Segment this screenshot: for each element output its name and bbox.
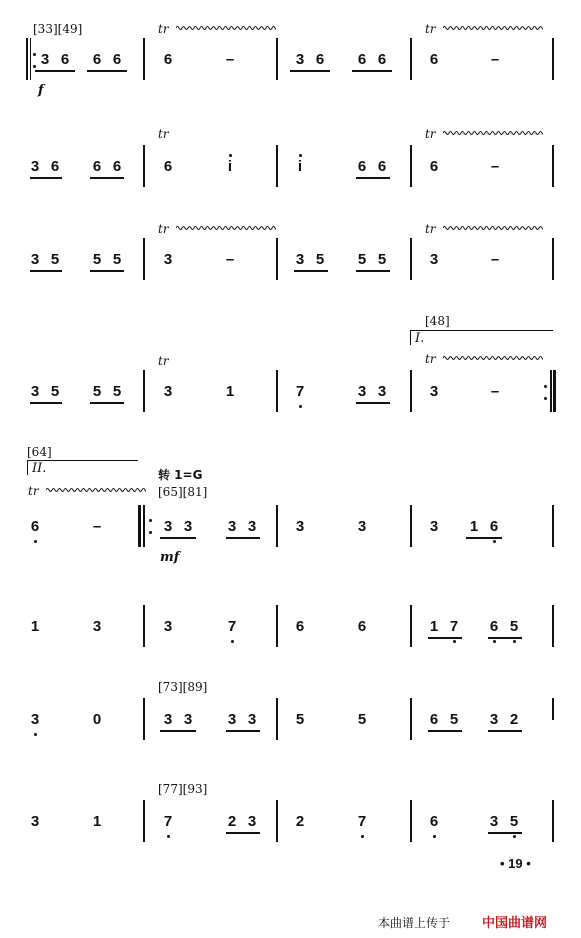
barline: [143, 38, 145, 80]
note: 6: [357, 51, 367, 68]
repeat-dot: [149, 519, 152, 522]
note: 3: [163, 383, 173, 400]
note: 3: [30, 813, 40, 830]
rehearsal-mark-73-89: [73][89]: [158, 680, 208, 694]
note: 3: [357, 383, 367, 400]
note: 3: [30, 711, 40, 728]
low-octave-dot: [513, 835, 516, 838]
rehearsal-mark-65-81: [65][81]: [158, 485, 208, 499]
beam-underline: [488, 832, 522, 834]
note: 3: [247, 813, 257, 830]
barline: [276, 238, 278, 280]
note: 5: [315, 251, 325, 268]
note: 6: [92, 51, 102, 68]
trill-mark: tr: [425, 127, 436, 141]
repeat-dot: [544, 385, 547, 388]
note: 6: [163, 51, 173, 68]
trill-mark: tr: [425, 22, 436, 36]
barline: [552, 145, 554, 187]
note: 3: [163, 251, 173, 268]
trill-wave: [443, 355, 543, 361]
low-octave-dot: [231, 640, 234, 643]
trill-mark: tr: [425, 222, 436, 236]
note: 3: [163, 518, 173, 535]
volta-label-1: I.: [415, 331, 425, 346]
note: 3: [30, 158, 40, 175]
low-octave-dot: [361, 835, 364, 838]
note: 5: [92, 251, 102, 268]
note: 3: [429, 518, 439, 535]
repeat-dot: [544, 397, 547, 400]
beam-underline: [466, 537, 502, 539]
rehearsal-mark-77-93: [77][93]: [158, 782, 208, 796]
note: 5: [509, 618, 519, 635]
note: 3: [357, 518, 367, 535]
note: i: [227, 158, 233, 175]
begin-repeat-thick: [138, 505, 141, 547]
beam-underline: [30, 402, 62, 404]
note: 3: [295, 51, 305, 68]
trill-mark: tr: [28, 484, 39, 498]
key-change: 转 1=G: [158, 468, 203, 482]
note: 5: [50, 251, 60, 268]
low-octave-dot: [299, 405, 302, 408]
note: 6: [112, 51, 122, 68]
upload-note: 本曲谱上传于: [378, 916, 451, 930]
note: 2: [295, 813, 305, 830]
beam-underline: [160, 730, 196, 732]
barline: [143, 698, 145, 740]
barline: [552, 505, 554, 547]
note: 7: [357, 813, 367, 830]
note: 6: [377, 51, 387, 68]
rehearsal-mark-33-49: [33][49]: [33, 22, 83, 36]
volta-label-2: II.: [32, 461, 47, 476]
note: 7: [163, 813, 173, 830]
note: 3: [489, 813, 499, 830]
note: –: [92, 518, 102, 535]
note: 1: [469, 518, 479, 535]
trill-wave: [176, 25, 276, 31]
note: 3: [183, 518, 193, 535]
low-octave-dot: [453, 640, 456, 643]
dynamic-mezzo-forte: mf: [160, 550, 180, 565]
note: 3: [489, 711, 499, 728]
note: i: [297, 158, 303, 175]
beam-underline: [488, 730, 522, 732]
beam-underline: [488, 637, 522, 639]
note: 6: [429, 813, 439, 830]
note: 7: [227, 618, 237, 635]
beam-underline: [356, 402, 390, 404]
note: 6: [60, 51, 70, 68]
barline: [552, 800, 554, 842]
barline: [552, 698, 554, 720]
note: 0: [92, 711, 102, 728]
beam-underline: [35, 70, 75, 72]
barline: [276, 605, 278, 647]
barline: [276, 370, 278, 412]
dynamic-forte: f: [38, 83, 44, 98]
barline: [410, 238, 412, 280]
note: –: [490, 251, 500, 268]
note: 6: [429, 158, 439, 175]
note: 5: [509, 813, 519, 830]
trill-mark: tr: [158, 127, 169, 141]
beam-underline: [30, 270, 62, 272]
note: 3: [377, 383, 387, 400]
trill-wave: [443, 225, 543, 231]
note: 3: [247, 711, 257, 728]
barline: [276, 38, 278, 80]
volta-bracket-2: [27, 460, 138, 475]
barline: [143, 238, 145, 280]
note: 2: [227, 813, 237, 830]
beam-underline: [160, 537, 196, 539]
note: 7: [449, 618, 459, 635]
note: 1: [225, 383, 235, 400]
barline: [410, 698, 412, 740]
note: 6: [357, 618, 367, 635]
trill-mark: tr: [158, 222, 169, 236]
beam-underline: [87, 70, 127, 72]
barline: [552, 38, 554, 80]
beam-underline: [294, 270, 328, 272]
note: 5: [377, 251, 387, 268]
note: 6: [163, 158, 173, 175]
low-octave-dot: [433, 835, 436, 838]
barline: [410, 800, 412, 842]
note: 1: [30, 618, 40, 635]
high-octave-dot: [299, 154, 302, 157]
barline: [410, 145, 412, 187]
note: 1: [92, 813, 102, 830]
note: 6: [429, 711, 439, 728]
low-octave-dot: [493, 640, 496, 643]
beam-underline: [356, 177, 390, 179]
beam-underline: [226, 537, 260, 539]
note: 5: [357, 711, 367, 728]
note: 3: [227, 518, 237, 535]
note: 7: [295, 383, 305, 400]
note: 5: [92, 383, 102, 400]
note: –: [490, 51, 500, 68]
note: 6: [357, 158, 367, 175]
low-octave-dot: [493, 540, 496, 543]
trill-wave: [443, 130, 543, 136]
end-repeat-thick: [553, 370, 556, 412]
note: 1: [429, 618, 439, 635]
beam-underline: [90, 402, 124, 404]
note: 3: [163, 711, 173, 728]
low-octave-dot: [34, 540, 37, 543]
beam-underline: [90, 177, 124, 179]
note: 5: [449, 711, 459, 728]
site-logo: 中国曲谱网: [482, 915, 548, 930]
barline: [276, 505, 278, 547]
barline: [410, 370, 412, 412]
beam-underline: [356, 270, 390, 272]
note: 6: [429, 51, 439, 68]
volta-bracket-1: [410, 330, 553, 345]
barline: [410, 605, 412, 647]
note: 5: [357, 251, 367, 268]
note: 6: [295, 618, 305, 635]
note: 3: [183, 711, 193, 728]
beam-underline: [352, 70, 392, 72]
note: 6: [315, 51, 325, 68]
barline: [276, 800, 278, 842]
page-number: • 19 •: [500, 856, 531, 871]
barline: [143, 145, 145, 187]
note: 6: [92, 158, 102, 175]
note: 5: [112, 251, 122, 268]
barline: [143, 370, 145, 412]
note: 3: [247, 518, 257, 535]
barline: [552, 605, 554, 647]
trill-wave: [46, 487, 146, 493]
note: 3: [92, 618, 102, 635]
beam-underline: [428, 637, 462, 639]
note: 3: [295, 518, 305, 535]
beam-underline: [226, 832, 260, 834]
low-octave-dot: [513, 640, 516, 643]
trill-mark: tr: [158, 22, 169, 36]
beam-underline: [30, 177, 62, 179]
trill-mark: tr: [158, 354, 169, 368]
note: 3: [163, 618, 173, 635]
note: 3: [30, 251, 40, 268]
barline: [410, 38, 412, 80]
note: 3: [30, 383, 40, 400]
barline: [276, 145, 278, 187]
barline: [550, 370, 552, 412]
note: –: [490, 158, 500, 175]
high-octave-dot: [229, 154, 232, 157]
note: 2: [509, 711, 519, 728]
barline: [552, 238, 554, 280]
note: 3: [40, 51, 50, 68]
trill-mark: tr: [425, 352, 436, 366]
note: –: [490, 383, 500, 400]
note: 6: [30, 518, 40, 535]
note: 6: [489, 518, 499, 535]
trill-wave: [176, 225, 276, 231]
note: 6: [489, 618, 499, 635]
note: –: [225, 251, 235, 268]
note: 6: [50, 158, 60, 175]
barline: [276, 698, 278, 740]
beam-underline: [428, 730, 462, 732]
double-barline: [30, 38, 31, 80]
note: –: [225, 51, 235, 68]
beam-underline: [290, 70, 330, 72]
note: 3: [429, 251, 439, 268]
barline: [143, 505, 145, 547]
barline: [410, 505, 412, 547]
note: 5: [295, 711, 305, 728]
beam-underline: [90, 270, 124, 272]
note: 6: [112, 158, 122, 175]
low-octave-dot: [34, 733, 37, 736]
rehearsal-mark-48: [48]: [425, 314, 450, 328]
trill-wave: [443, 25, 543, 31]
note: 6: [377, 158, 387, 175]
rehearsal-mark-64: [64]: [27, 445, 52, 459]
note: 3: [295, 251, 305, 268]
low-octave-dot: [167, 835, 170, 838]
barline: [143, 800, 145, 842]
beam-underline: [226, 730, 260, 732]
repeat-dot: [149, 531, 152, 534]
note: 3: [429, 383, 439, 400]
note: 5: [112, 383, 122, 400]
note: 5: [50, 383, 60, 400]
barline: [143, 605, 145, 647]
barline: [26, 38, 28, 80]
note: 3: [227, 711, 237, 728]
